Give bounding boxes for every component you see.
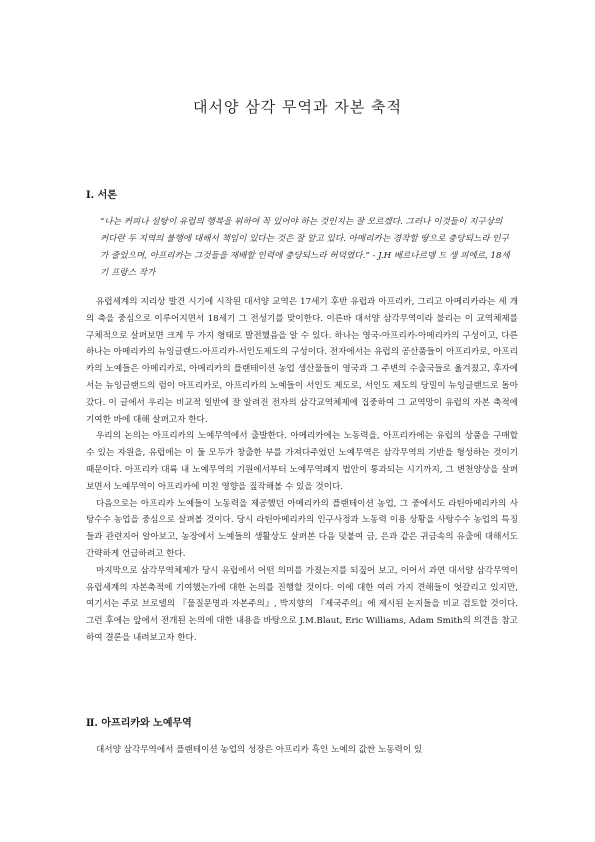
- page-title: 대서양 삼각 무역과 자본 축적: [193, 98, 402, 116]
- section-heading-africa-slave-trade: Ⅱ. 아프리카와 노예무역: [86, 718, 192, 729]
- body-paragraph: 다음으로는 아프리카 노예들이 노동력을 제공했던 아메리카의 플랜테이션 농업, 그 중에서도 라틴아메리카의 사탕수수 농업을 중심으로 살펴볼 것이다. 당시 라틴아메리카의 인구사정과 노동력 이용 상황을 사탕수수 농업의 특징들과 관련지어 알아보고, 농장에서 노예들의 생활상도 살펴본 다음 덧붙여 금, 은과 같은 귀금속의 유출에 대해서도 간략하게 언급하려고 한다.: [86, 498, 518, 559]
- body-paragraph: 대서양 삼각무역에서 플랜테이션 농업의 성장은 아프리카 흑인 노예의 값싼 노동력이 있: [96, 745, 423, 755]
- section2-body: [86, 742, 518, 759]
- introduction-body: [86, 294, 518, 647]
- body-paragraph: 마지막으로 삼각무역체제가 당시 유럽에서 어떤 의미를 가졌는지를 되짚어 보고, 이어서 과연 대서양 삼각무역이 유럽세계의 자본축적에 기여했는가에 대한 논의를 진행할 것이다. 이에 대한 여러 가지 견해들이 엇갈리고 있지만, 여기서는 주로 브로델의 『물질문명과 자본주의』, 박지향의 『제국주의』에 제시된 논지들을 비교 검토할 것이다. 그런 후에는 앞에서 전개된 논의에 대한 내용을 바탕으로 J.M.Blaut, Eric Williams, Adam Smith의 의견을 참고하여 결론을 내려보고자 한다.: [86, 565, 518, 643]
- epigraph-quote: “나는 커피나 설탕이 유럽의 행복을 위하여 꼭 있어야 하는 것인지는 잘 모르겠다. 그러나 이것들이 지구상의 커다란 두 지역의 불행에 대해서 책임이 있다는 것은 잘 알고 있다. 아메리카는 경작할 땅으로 충당되느라 인구가 줄었으며, 아프리카는 그것들을 재배할 인력에 충당되느라 허덕였다.” - J.H 베르나르뎅 드 생 피에르, 18세기 프랑스 작가: [100, 217, 510, 278]
- section-heading-introduction: Ⅰ. 서론: [86, 190, 117, 201]
- body-paragraph: 유럽세계의 지리상 발견 시기에 시작된 대서양 교역은 17세기 후반 유럽과 아프리카, 그리고 아메리카라는 세 개의 축을 중심으로 이루어지면서 18세기 그 전성기를 맞이한다. 이른바 대서양 삼각무역이라 불리는 이 교역체제를 구체적으로 살펴보면 크게 두 가지 형태로 발전했음을 알 수 있다. 하나는 영국-아프리카-아메리카의 구성이고, 다른 하나는 아메리카의 뉴잉글랜드-아프리카-서인도제도의 구성이다. 전자에서는 유럽의 공산품들이 아프리카로, 아프리카의 노예들은 아메리카로, 아메리카의 플랜테이션 농업 생산물들이 영국과 그 주변의 수출국들로 옮겨졌고, 후자에서는 뉴잉글랜드의 럼이 아프리카로, 아프리카의 노예들이 서인도 제도로, 서인도 제도의 당밀이 뉴잉글랜드로 돌아갔다. 이 글에서 우리는 비교적 일반에 잘 알려진 전자의 삼각교역체제에 집중하여 그 교역망이 유럽의 자본 축적에 기여한 바에 대해 살펴고자 한다.: [86, 297, 518, 425]
- body-paragraph: 우리의 논의는 아프리카의 노예무역에서 출발한다. 아메리카에는 노동력을, 아프리카에는 유럽의 상품을 구매할 수 있는 자원을, 유럽에는 이 둘 모두가 창출한 부를 가져다주었던 노예무역은 삼각무역의 기반을 형성하는 것이기 때문이다. 아프리카 대륙 내 노예무역의 기원에서부터 노예무역폐지 법안이 통과되는 시기까지, 그 변천양상을 살펴보면서 노예무역이 아프리카에 미친 영향을 짚작해볼 수 있을 것이다.: [86, 431, 518, 492]
